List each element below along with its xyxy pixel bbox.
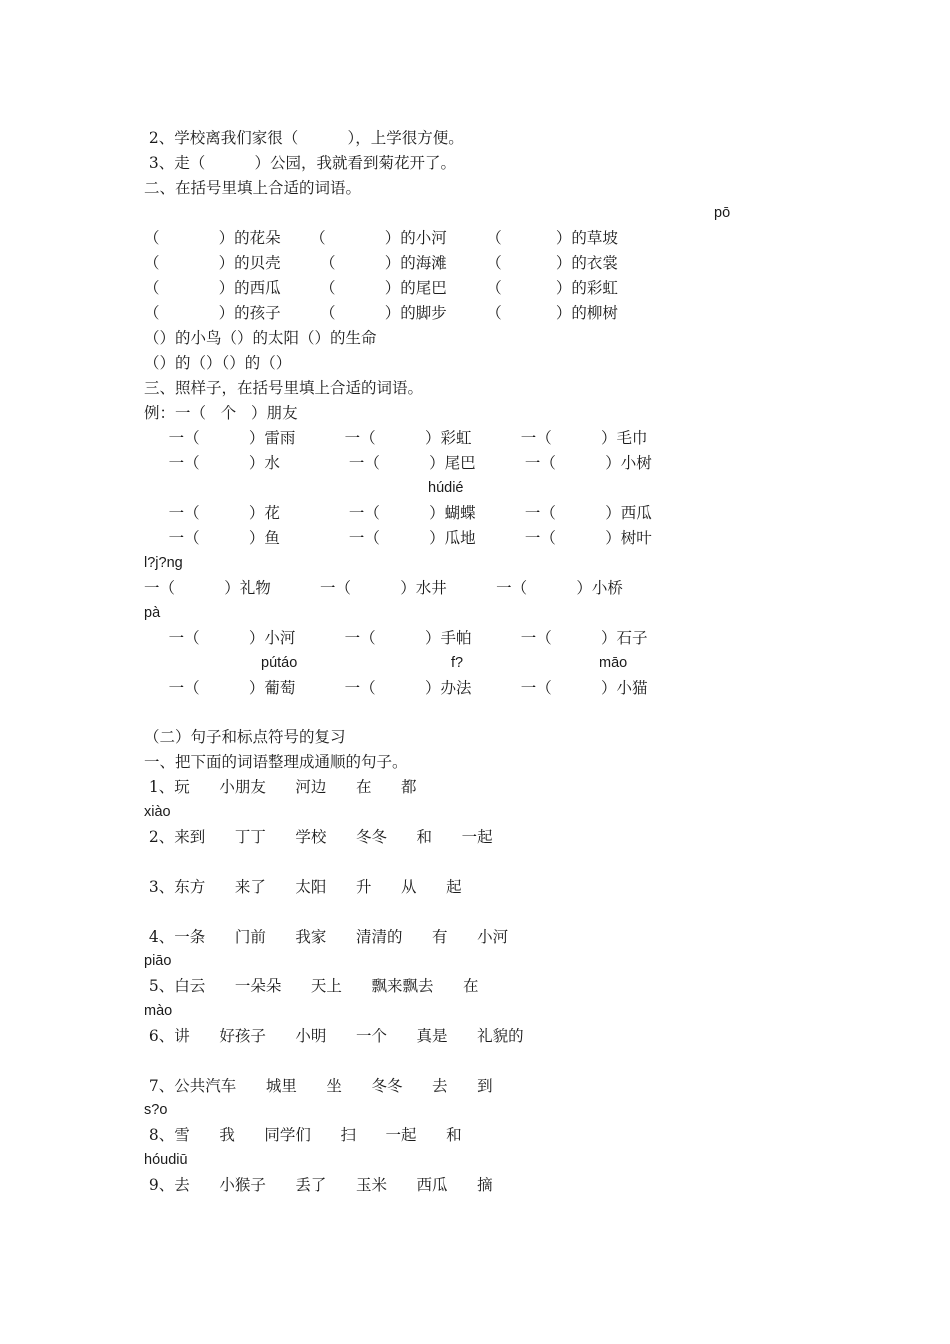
- fill-in-sentence-3: 3、走（ ）公园，我就看到菊花开了。: [144, 154, 457, 172]
- section-two-heading: 二、在括号里填上合适的词语。: [144, 179, 362, 197]
- de-phrase-row-3: （ ）的西瓜 （ ）的尾巴 （ ）的彩虹: [144, 279, 618, 297]
- pinyin-xiao: xiào: [144, 804, 171, 820]
- pinyin-hudie: húdié: [428, 480, 464, 496]
- reorder-item-6: 6、讲 好孩子 小明 一个 真是 礼貌的: [144, 1027, 524, 1045]
- pinyin-liwu-jing: l?j?ng: [144, 555, 183, 571]
- pinyin-po: pō: [714, 205, 731, 221]
- reorder-item-3: 3、东方 来了 太阳 升 从 起: [144, 878, 462, 896]
- de-phrase-row-2: （ ）的贝壳 （ ）的海滩 （ ）的衣裳: [144, 254, 618, 272]
- pinyin-mao-2: mào: [144, 1003, 173, 1019]
- de-phrase-row-1: （ ）的花朵 （ ）的小河 （ ）的草坡: [144, 229, 618, 247]
- measure-word-row-2: 一（ ）水 一（ ）尾巴 一（ ）小树: [144, 454, 652, 472]
- de-phrase-row-5: （）的小鸟（）的太阳（）的生命: [144, 329, 377, 347]
- measure-word-row-3: 一（ ）花 一（ ）蝴蝶 一（ ）西瓜: [144, 504, 652, 522]
- reorder-item-2: 2、来到 丁丁 学校 冬冬 和 一起: [144, 828, 493, 846]
- measure-word-row-5: 一（ ）礼物 一（ ）水井 一（ ）小桥: [144, 579, 623, 597]
- section-three-heading: 三、照样子，在括号里填上合适的词语。: [144, 379, 424, 397]
- reorder-item-5: 5、白云 一朵朵 天上 飘来飘去 在: [144, 977, 479, 995]
- reorder-instructions: 一、把下面的词语整理成通顺的句子。: [144, 753, 408, 771]
- measure-word-row-4: 一（ ）鱼 一（ ）瓜地 一（ ）树叶: [144, 529, 652, 547]
- pinyin-piao: piāo: [144, 953, 172, 969]
- measure-word-row-7: 一（ ）葡萄 一（ ）办法 一（ ）小猫: [144, 679, 648, 697]
- de-phrase-row-6: （）的（）（）的（）: [144, 354, 292, 372]
- pinyin-sao: s?o: [144, 1102, 168, 1118]
- measure-word-row-1: 一（ ）雷雨 一（ ）彩虹 一（ ）毛巾: [144, 429, 648, 447]
- reorder-item-1: 1、玩 小朋友 河边 在 都: [144, 778, 417, 796]
- pinyin-pa: pà: [144, 605, 161, 621]
- pinyin-fa: f?: [451, 655, 464, 671]
- pinyin-putao: pútáo: [261, 655, 298, 671]
- reorder-item-7: 7、公共汽车 城里 坐 冬冬 去 到: [144, 1077, 493, 1095]
- reorder-item-9: 9、去 小猴子 丢了 玉米 西瓜 摘: [144, 1176, 493, 1194]
- reorder-item-8: 8、雪 我 同学们 扫 一起 和: [144, 1126, 462, 1144]
- measure-word-row-6: 一（ ）小河 一（ ）手帕 一（ ）石子: [144, 629, 648, 647]
- de-phrase-row-4: （ ）的孩子 （ ）的脚步 （ ）的柳树: [144, 304, 618, 322]
- measure-word-example: 例：一（ 个 ）朋友: [144, 404, 298, 422]
- pinyin-mao: māo: [599, 655, 628, 671]
- part-two-heading: （二）句子和标点符号的复习: [144, 728, 346, 746]
- reorder-item-4: 4、一条 门前 我家 清清的 有 小河: [144, 928, 509, 946]
- pinyin-houdiu: hóudiū: [144, 1152, 188, 1168]
- fill-in-sentence-2: 2、学校离我们家很（ ），上学很方便。: [144, 129, 464, 147]
